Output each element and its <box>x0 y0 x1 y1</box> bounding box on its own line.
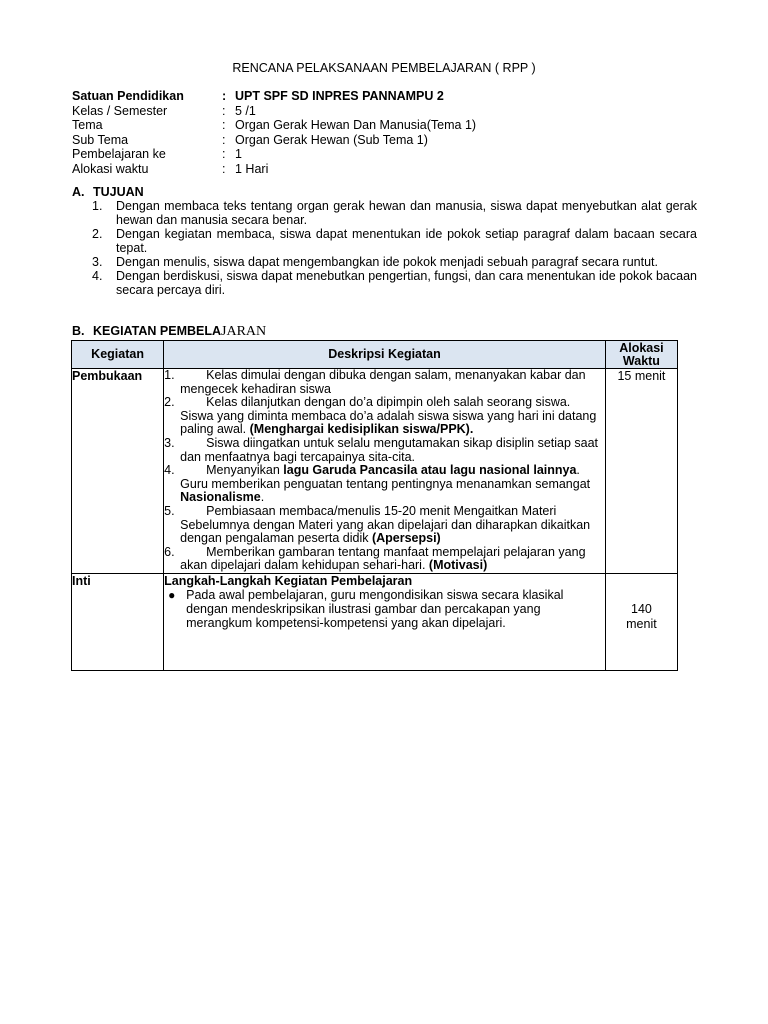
step-text: Kelas dilanjutkan dengan do’a dipimpin oleh salah seorang siswa. Siswa yang diminta membaca do’a adalah siswa siswa yang hari ini datang paling awal. <box>180 395 597 437</box>
table-row-inti <box>72 573 678 670</box>
step-text-bold: Nasionalisme <box>180 490 261 505</box>
table-row-pembukaan <box>72 369 678 574</box>
core-bullet-item <box>164 588 605 630</box>
identity-separator: : <box>222 132 226 147</box>
activity-time <box>605 573 677 670</box>
core-bullet-list <box>164 588 605 630</box>
activity-time-unit: menit <box>626 616 657 631</box>
objective-text: Dengan membaca teks tentang organ gerak hewan dan manusia, siswa dapat menyebutkan alat gerak hewan dan manusia secara benar. <box>116 199 697 227</box>
identity-label: Sub Tema <box>72 132 129 147</box>
header-alokasi: Alokasi Waktu <box>605 341 677 369</box>
identity-label: Satuan Pendidikan <box>72 89 184 103</box>
identity-separator: : <box>222 103 226 118</box>
objective-number: 4. <box>92 269 103 283</box>
identity-value: Organ Gerak Hewan Dan Manusia(Tema 1) <box>235 118 477 132</box>
identity-label: Kelas / Semester <box>72 103 168 118</box>
step-text: . Guru memberikan penguatan tentang pentingnya menanamkan semangat <box>180 463 591 491</box>
bullet-icon: ● <box>168 587 176 602</box>
section-b-heading <box>72 324 266 340</box>
objectives-list <box>92 199 697 297</box>
objective-item <box>92 227 697 255</box>
section-b-title: KEGIATAN PEMBELA <box>93 324 222 338</box>
identity-separator: : <box>222 147 226 161</box>
step-text-bold: (Motivasi) <box>428 558 488 573</box>
step-text: Memberikan gambaran tentang manfaat mempelajari pelajaran yang akan dipelajari dalam kehidupan sehari-hari. <box>180 544 586 573</box>
section-a-number: A. <box>72 185 85 199</box>
activity-description <box>164 573 606 670</box>
step-text-bold: (Menghargai kedisiplikan siswa/PPK). <box>249 422 474 437</box>
step-number: 4. <box>164 463 175 478</box>
opening-step-item <box>164 369 605 396</box>
opening-step-item <box>164 437 605 464</box>
opening-step-item <box>164 396 605 437</box>
objective-item <box>92 199 697 227</box>
header-deskripsi: Deskripsi Kegiatan <box>164 341 606 369</box>
step-text: Menyanyikan <box>206 463 284 478</box>
identity-value: 1 Hari <box>235 161 269 176</box>
objective-number: 2. <box>92 227 103 241</box>
step-number: 3. <box>164 435 175 450</box>
step-number: 1. <box>164 368 175 382</box>
identity-value: 1 <box>235 147 242 161</box>
activity-name: Inti <box>72 573 164 670</box>
step-number: 6. <box>164 544 175 559</box>
step-number: 5. <box>164 503 175 518</box>
step-text: Kelas dimulai dengan dibuka dengan salam, menanyakan kabar dan mengecek kehadiran siswa <box>180 368 586 396</box>
activity-name: Pembukaan <box>72 369 164 574</box>
identity-separator: : <box>222 161 226 176</box>
section-a-heading <box>72 185 144 199</box>
identity-separator: : <box>222 89 227 103</box>
objective-text: Dengan menulis, siswa dapat mengembangkan ide pokok menjadi sebuah paragraf secara runtut. <box>116 255 658 269</box>
core-bullet-text: Pada awal pembelajaran, guru mengondisikan siswa secara klasikal dengan mendeskripsikan ilustrasi gambar dan percakapan yang merangkum kompetensi-kompetensi yang akan dipelajari. <box>186 587 564 630</box>
identity-label: Pembelajaran ke <box>72 147 166 161</box>
document-title: RENCANA PELAKSANAAN PEMBELAJARAN ( RPP ) <box>232 61 536 75</box>
step-text-bold: (Apersepsi) <box>371 531 441 546</box>
section-b-title-rest: JARAN <box>221 324 267 339</box>
step-text: Siswa diingatkan untuk selalu mengutamakan sikap disiplin setiap saat dan menfaatnya bagi tercapainya sita-cita. <box>180 435 599 464</box>
opening-step-item <box>164 546 605 573</box>
identity-value: Organ Gerak Hewan (Sub Tema 1) <box>235 132 428 147</box>
core-subheading: Langkah-Langkah Kegiatan Pembelajaran <box>164 573 413 588</box>
header-kegiatan: Kegiatan <box>72 341 164 369</box>
identity-label: Alokasi waktu <box>72 161 149 176</box>
opening-steps-list <box>164 369 605 573</box>
section-b-number: B. <box>72 324 85 338</box>
opening-step-item <box>164 464 605 505</box>
identity-value: UPT SPF SD INPRES PANNAMPU 2 <box>235 89 444 103</box>
step-text-bold: lagu Garuda Pancasila atau lagu nasional lainnya <box>283 463 577 478</box>
objective-text: Dengan berdiskusi, siswa dapat menebutkan pengertian, fungsi, dan cara menentukan ide pokok bacaan secara percaya diri. <box>116 269 697 297</box>
step-text: Pembiasaan membaca/menulis 15-20 menit Mengaitkan Materi Sebelumnya dengan Materi yang akan dipelajari dan diharapkan dikaitkan dengan pengalaman peserta didik <box>180 503 591 546</box>
objective-item <box>92 255 697 269</box>
identity-label: Tema <box>72 118 103 132</box>
identity-separator: : <box>222 118 226 132</box>
activities-table <box>71 340 678 671</box>
activity-description <box>164 369 606 574</box>
step-number: 2. <box>164 395 175 410</box>
activity-time-value: 140 <box>631 601 652 616</box>
section-a-title: TUJUAN <box>93 185 144 199</box>
activity-time: 15 menit <box>605 369 677 574</box>
objective-number: 1. <box>92 199 103 213</box>
step-text: . <box>260 490 265 505</box>
objective-item <box>92 269 697 297</box>
objective-text: Dengan kegiatan membaca, siswa dapat menentukan ide pokok setiap paragraf dalam bacaan secara tepat. <box>116 227 697 255</box>
table-header-row <box>72 341 678 369</box>
identity-value: 5 /1 <box>235 103 256 118</box>
opening-step-item <box>164 505 605 546</box>
objective-number: 3. <box>92 255 103 269</box>
